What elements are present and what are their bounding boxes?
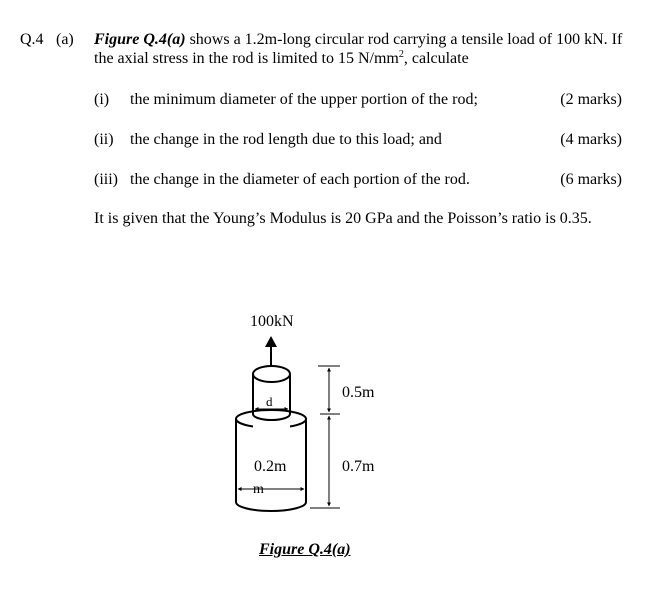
sub-question-number: (ii) — [94, 131, 114, 148]
marks-iii: (6 marks) — [560, 171, 622, 188]
figure-reference: Figure Q.4(a) — [94, 31, 186, 48]
intro-superscript: 2 — [398, 49, 404, 60]
figure-caption: Figure Q.4(a) — [259, 541, 351, 558]
sub-question-text: the minimum diameter of the upper portion of the rod; — [130, 91, 478, 108]
lower-diameter-dimension — [238, 482, 304, 497]
sub-question-number: (i) — [94, 91, 110, 108]
question-part: (a) — [56, 31, 74, 48]
lower-length-label: 0.7m — [342, 458, 375, 475]
intro-text-end: , calculate — [403, 50, 469, 67]
marks-i: (2 marks) — [560, 91, 622, 108]
load-label: 100kN — [250, 313, 294, 330]
upper-diameter-dimension — [255, 394, 288, 409]
sub-question-text: the change in the diameter of each portion of the rod. — [130, 171, 470, 188]
intro-text: shows a 1.2m-long circular rod carrying a tensile load of 100 kN. If the axial stress in the rod is limited to 15 N/mm — [94, 31, 623, 67]
sub-question-number: (iii) — [94, 171, 118, 188]
given-data: It is given that the Young’s Modulus is 20 GPa and the Poisson’s ratio is 0.35. — [94, 210, 592, 227]
lower-diameter-label: 0.2m — [254, 458, 287, 475]
upper-diameter-label: d — [266, 394, 273, 409]
load-arrow — [265, 336, 277, 365]
lower-diameter-unit: m — [253, 482, 264, 497]
question-number: Q.4 — [20, 31, 44, 48]
upper-portion — [253, 366, 290, 420]
marks-ii: (4 marks) — [560, 131, 622, 148]
upper-length-label: 0.5m — [342, 384, 375, 401]
sub-question-text: the change in the rod length due to this load; and — [130, 131, 442, 148]
length-dimensions — [310, 366, 340, 508]
